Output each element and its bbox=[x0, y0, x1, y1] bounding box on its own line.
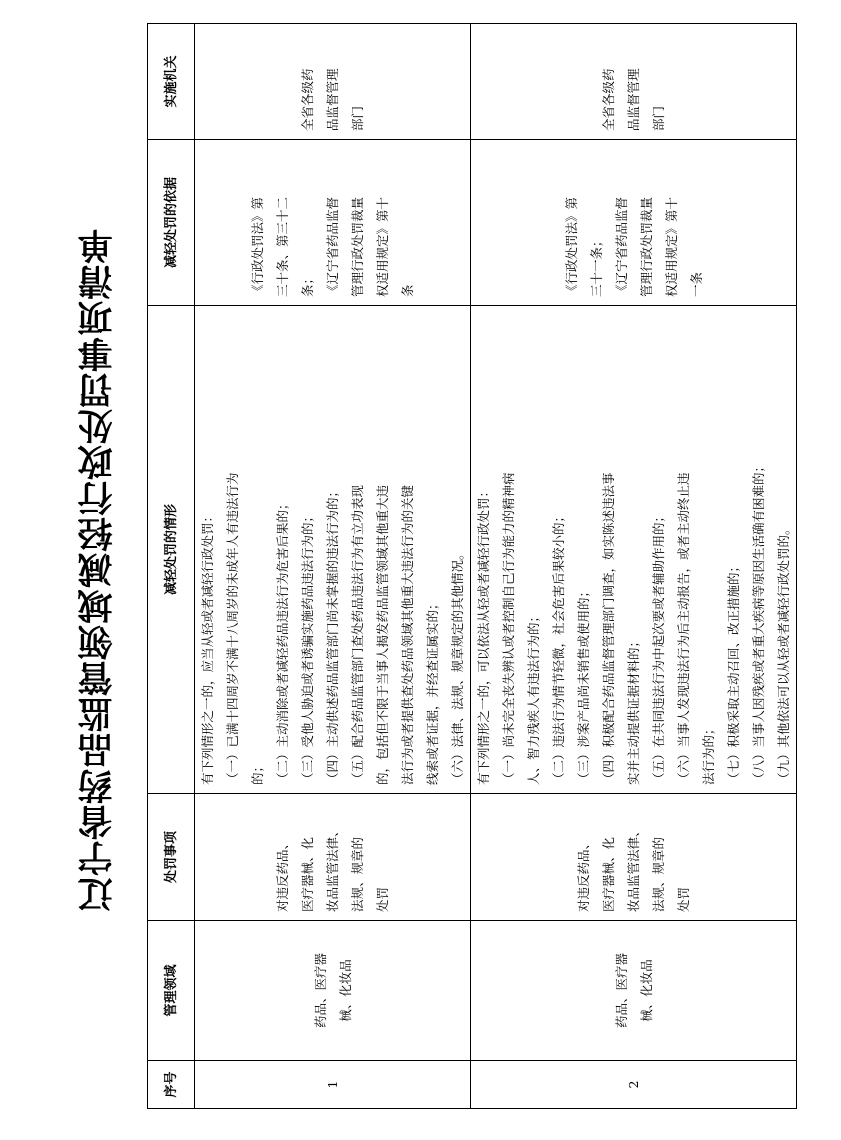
cell-no: 2 bbox=[471, 1061, 797, 1109]
cell-situation: 有下列情形之一的，应当从轻或者减轻行政处罚： （一）已满十四周岁不满十八周岁的未成年人有违法行为 的； （二）主动消除或者减轻药品违法行为危害后果的； （三）受他人胁迫或者诱骗实施药品违法行为的； （四）主动供述药品监管部门尚未掌握的违法行为的； （五）配合药品监管部门查处药品违法行为有立功表现 的，包括但不限于当事人揭发药品监管领域其他重大违 法行为或者提供查处药品领域其他重大违法行为的关键 线索或者证据，并经查证属实的； （六）法律、法规、规章规定的其他情况。 bbox=[195, 306, 471, 794]
cell-agency: 全省各级药 品监督管理 部门 bbox=[195, 24, 471, 140]
table-row bbox=[195, 24, 471, 1109]
cell-basis: 《行政处罚法》第 三十条、第三十二 条； 《辽宁省药品监督 管理行政处罚裁量 权适用规定》第十 条 bbox=[195, 140, 471, 306]
cell-agency: 全省各级药 品监督管理 部门 bbox=[471, 24, 797, 140]
table-row bbox=[471, 24, 797, 1109]
header-basis: 减轻处罚的依据 bbox=[148, 140, 195, 306]
cell-basis: 《行政处罚法》第 三十一条； 《辽宁省药品监督 管理行政处罚裁量 权适用规定》第十 一条 bbox=[471, 140, 797, 306]
header-situation: 减轻处罚的情形 bbox=[148, 306, 195, 794]
cell-item: 对违反药品、 医疗器械、化 妆品监管法律、 法规、规章的 处罚 bbox=[195, 794, 471, 921]
header-no: 序号 bbox=[148, 1061, 195, 1109]
page-title: 辽宁省药品监管领域减轻行政处罚事项清单 bbox=[77, 228, 118, 912]
cell-domain: 药品、医疗器 械、化妆品 bbox=[195, 921, 471, 1061]
header-item: 处罚事项 bbox=[148, 794, 195, 921]
header-domain: 管理领域 bbox=[148, 921, 195, 1061]
cell-situation: 有下列情形之一的，可以依法从轻或者减轻行政处罚： （一）尚未完全丧失辨认或者控制自己行为能力的精神病 人、智力残疾人有违法行为的； （二）违法行为情节轻微，社会危害后果较小的； （三）涉案产品尚未销售或使用的； （四）积极配合药品监督管理部门调查，如实陈述违法事 实并主动提供证据材料的； （五）在共同违法行为中起次要或者辅助作用的； （六）当事人发现违法行为后主动报告，或者主动终止违 法行为的； （七）积极采取主动召回、改正措施的； （八）当事人因残疾或者重大疾病等原因生活确有困难的； （九）其他依法可以从轻或者减轻行政处罚的。 bbox=[471, 306, 797, 794]
cell-item: 对违反药品、 医疗器械、化 妆品监管法律、 法规、规章的 处罚 bbox=[471, 794, 797, 921]
table-header-row bbox=[148, 24, 195, 1109]
header-agency: 实施机关 bbox=[148, 24, 195, 140]
table-container bbox=[147, 24, 795, 1109]
cell-domain: 药品、医疗器 械、化妆品 bbox=[471, 921, 797, 1061]
penalty-table bbox=[147, 23, 797, 1109]
cell-no: 1 bbox=[195, 1061, 471, 1109]
